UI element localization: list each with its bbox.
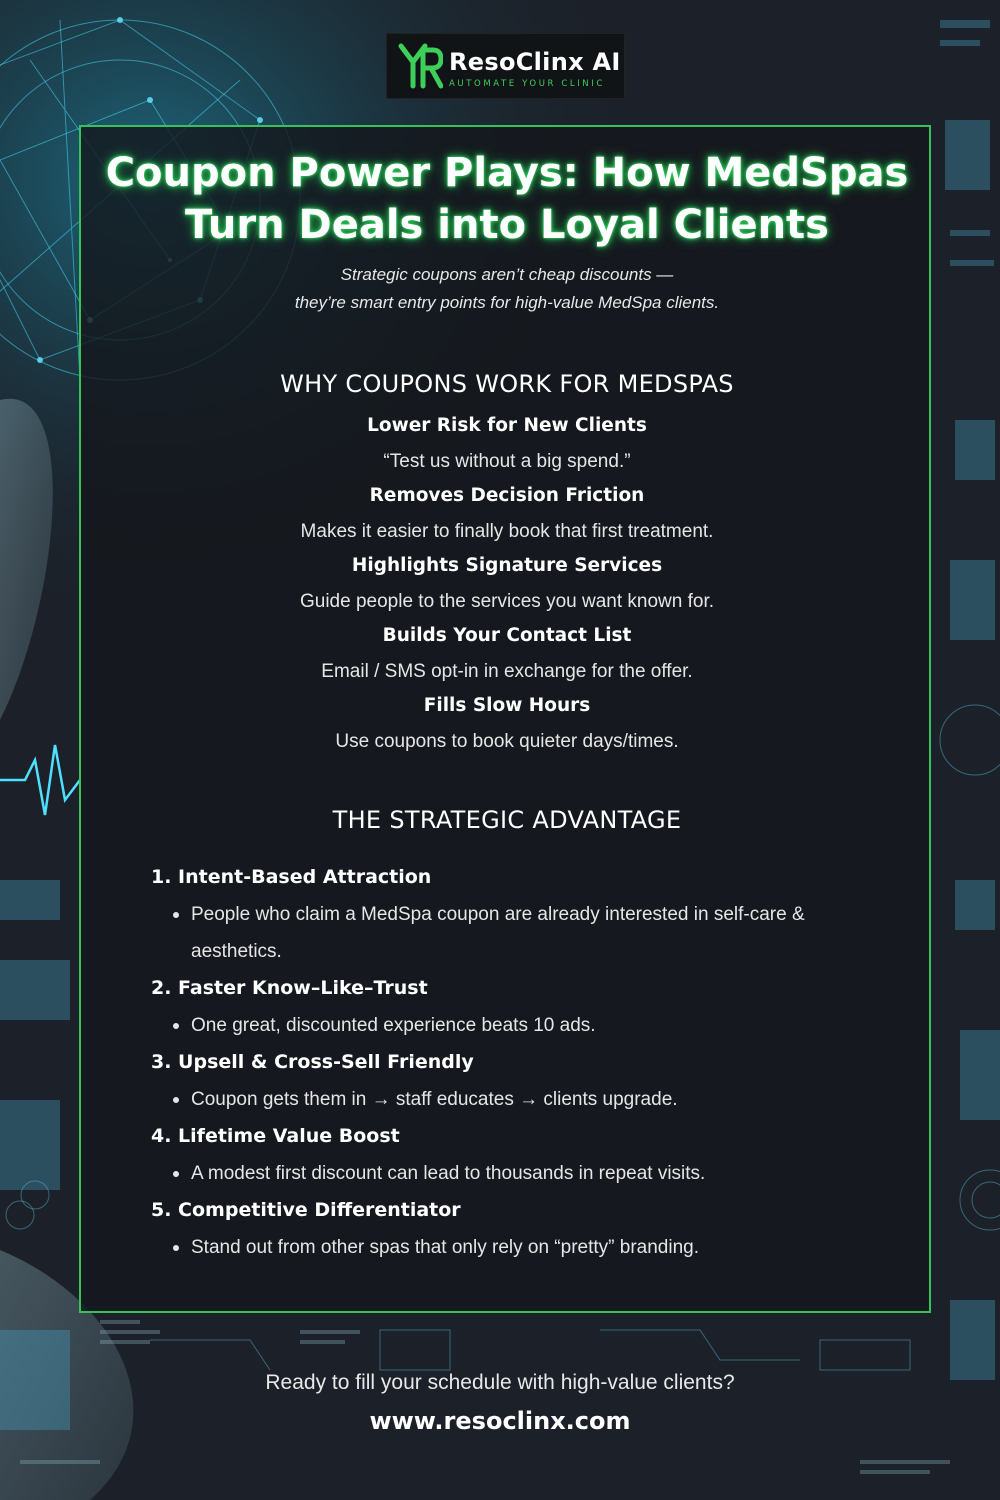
advantage-item [151,859,871,970]
advantage-item-bullet: A modest first discount can lead to thousands in repeat visits. [151,1155,871,1192]
content-panel [79,125,931,1313]
advantage-item [151,1044,871,1118]
advantage-item-bullet: Stand out from other spas that only rely on “pretty” branding. [151,1229,871,1266]
brand-name: ResoClinx AI [449,48,621,76]
brand-logo [386,33,625,99]
website-link[interactable]: www.resoclinx.com [369,1407,631,1435]
advantage-item-title: 1. Intent-Based Attraction [151,866,432,888]
subtitle [81,261,933,317]
why-list [81,411,933,761]
why-item-title: Removes Decision Friction [369,485,645,506]
why-item-title: Lower Risk for New Clients [367,415,647,436]
title-line-1: Coupon Power Plays: How MedSpas [105,150,909,196]
advantage-list [151,859,871,1266]
advantage-item-title: 3. Upsell & Cross-Sell Friendly [151,1051,474,1073]
advantage-item-bullet: People who claim a MedSpa coupon are already interested in self-care & aesthetics. [151,896,871,970]
why-item-desc: Email / SMS opt-in in exchange for the offer. [321,661,693,682]
why-item-desc: Guide people to the services you want known for. [299,591,715,612]
advantage-item-bullet: Coupon gets them in → staff educates → clients upgrade. [151,1081,871,1118]
why-item-title: Fills Slow Hours [423,695,591,716]
advantage-item-title: 5. Competitive Differentiator [151,1199,461,1221]
advantage-item-title: 4. Lifetime Value Boost [151,1125,400,1147]
advantage-item [151,1192,871,1266]
advantage-item [151,970,871,1044]
why-item-desc: Makes it easier to finally book that first treatment. [300,521,714,542]
call-to-action: Ready to fill your schedule with high-value clients? [265,1371,735,1394]
why-item-desc: Use coupons to book quieter days/times. [335,731,679,752]
subtitle-line-2: they’re smart entry points for high-value MedSpa clients. [294,293,720,312]
advantage-heading: THE STRATEGIC ADVANTAGE [332,806,682,834]
why-item [81,691,933,761]
why-heading: WHY COUPONS WORK FOR MEDSPAS [280,370,734,398]
why-item-title: Builds Your Contact List [382,625,632,646]
why-item-desc: “Test us without a big spend.” [383,451,631,472]
why-item [81,621,933,691]
why-item [81,411,933,481]
subtitle-line-1: Strategic coupons aren’t cheap discounts — [340,265,674,284]
advantage-item [151,1118,871,1192]
title-line-2: Turn Deals into Loyal Clients [185,202,829,248]
logo-mark-icon [397,42,443,90]
page-title [81,147,933,251]
brand-tagline: AUTOMATE YOUR CLINIC [449,79,605,89]
why-item-title: Highlights Signature Services [351,555,663,576]
why-item [81,481,933,551]
advantage-item-title: 2. Faster Know–Like–Trust [151,977,428,999]
why-item [81,551,933,621]
advantage-item-bullet: One great, discounted experience beats 10 ads. [151,1007,871,1044]
